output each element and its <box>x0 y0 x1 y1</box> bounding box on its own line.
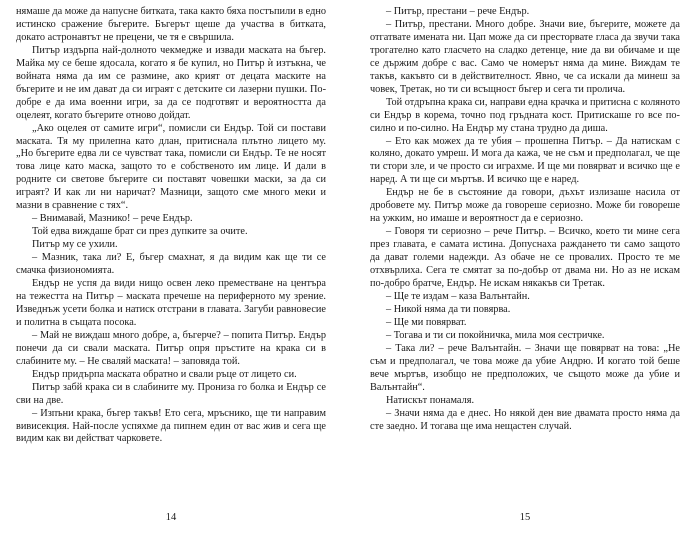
paragraph: Питър издърпа най-долното чекмедже и извади маската на бъгер. Майка му се беше ядосала, когато я бе купил, но Питър ѝ изтъкна, че войната няма да им се размине, ако крият от децата маските на бъгерите и не им дават да си играят с детските си лазерни пушки. По-добре е да има военни игри, за да се подготвят и вероятността да оцелеят, когато бъгерите отново дойдат. <box>16 44 326 121</box>
left-page <box>16 6 326 536</box>
left-page-text <box>16 6 326 446</box>
paragraph: Питър му се ухили. <box>32 239 118 251</box>
paragraph: Ендър не успя да види нищо освен леко преместване на центъра на тежестта на Питър – маската пречеше на периферното му зрение. Изведнъж усети болка и натиск отстрани в главата. Загуби равновесие и политна в същата посока. <box>16 278 326 328</box>
paragraph: – Говоря ти сериозно – рече Питър. – Всичко, което ти мине сега през главата, е самата истина. Допуснаха раждането ти само защото да дават големи надежди. Аз обаче не се провалих. Просто те ме отхвърлиха. Сега те смятат за по-добър от двама ни. Но аз не искам по-добро братче, Ендър. Не искам някакъв си Третак. <box>370 226 680 290</box>
paragraph: – Внимавай, Мазнико! – рече Ендър. <box>32 213 193 225</box>
paragraph: нямаше да може да напусне битката, така както бяха постъпили в едно истинско сражение бъгерите. Бъгерът щеше да участва в битката, докато астронавтът не прецени, че тя е свършила. <box>16 6 326 43</box>
paragraph: „Ако оцелея от самите игри“, помисли си Ендър. Той си постави маската. Тя му прилепна като длан, притиснала плътно лицето му. „Но бъгерите едва ли се чувстват така, помисли си Ендър. Те не носят това лице като маска, защото то е собственото им лице. И дали в родните си светове бъгерите си поставят човешки маски, за да си играят? И как ли ни наричат? Мазници, защото сме много меки и мазни в сравнение с тях“. <box>16 122 326 212</box>
paragraph: – Ще ми повярват. <box>386 316 467 328</box>
paragraph: – Тогава и ти си покойничка, мила моя сестричке. <box>386 329 605 341</box>
paragraph: – Ще те издам – каза Валънтайн. <box>386 290 530 302</box>
paragraph: – Изпъни крака, бъгер такъв! Ето сега, мръснико, ще ти направим вивисекция. Най-после успяхме да пипнем един от вас жив и сега ще видим как ви действат чарковете. <box>16 407 326 445</box>
paragraph: Той едва виждаше брат си през дупките за очите. <box>32 226 248 238</box>
paragraph: Ендър не бе в състояние да говори, дъхът излизаше насила от дробовете му. Питър може да говореше сериозно. Може би говореше на ужким, но имаше и вероятност да е сериозно. <box>370 187 680 225</box>
paragraph: – Мазник, така ли? Е, бъгер смахнат, я да видим как ще ти се смачка физиономията. <box>16 252 326 277</box>
paragraph: – Ето как можех да те убия – прошепна Питър. – Да натискам с коляно, докато умреш. И мога да кажа, че не съм и предполагал, че ще ти стори зле, и че просто си играхме. И ще ми повярват и всичко ще е наред. А ти ще си мъртъв. И всичко ще е наред. <box>370 135 680 186</box>
paragraph: – Значи няма да е днес. Но някой ден вие двамата просто няма да сте заедно. И тогава ще има нещастен случай. <box>370 407 680 432</box>
right-page-text <box>370 6 680 433</box>
paragraph: – Питър, престани. Много добре. Значи вие, бъгерите, можете да отгатвате имената ни. Цап може да си престорвате гласа да звучи така трогателно като гласчето на сладко детенце, ние да ви обичаме и ще се държим добре с вас. Само че номерът няма да мине. Виждам те такъв, какъвто си в действителност. Явно, че са искали да минеш за човек, Третак, но ти си всъщност бъгер и сега ти пролича. <box>370 18 680 95</box>
page-number: 14 <box>165 512 177 523</box>
paragraph: – Май не виждаш много добре, а, бъгерче? – попита Питър. Ендър понечи да си свали маската. Питър опря пръстите на крака си в слабините му. – Не сваляй маската! – заповяда той. <box>16 329 326 367</box>
paragraph: Питър забй крака си в слабините му. Прониза го болка и Ендър се сви на две. <box>16 381 326 406</box>
paragraph: – Питър, престани – рече Ендър. <box>386 6 530 17</box>
paragraph: – Така ли? – рече Валънтайн. – Значи ще повярват на това: „Не съм и предполагал, че това може да убие Андрю. И когато той беше вече мъртъв, изобщо не предположих, че същото може да убие и Валънтайн“. <box>370 342 680 393</box>
page-number: 15 <box>519 512 531 523</box>
paragraph: Той отдръпна крака си, направи една крачка и притисна с коляното си Ендър в корема, точно под гръдната кост. Притискаше го все по-силно и по-силно. На Ендър му стана трудно да диша. <box>370 96 680 134</box>
paragraph: – Никой няма да ти повярва. <box>386 303 511 315</box>
paragraph: Ендър придърпа маската обратно и свали ръце от лицето си. <box>32 368 297 380</box>
right-page <box>370 6 680 536</box>
paragraph: Натискът понамаля. <box>386 394 475 406</box>
